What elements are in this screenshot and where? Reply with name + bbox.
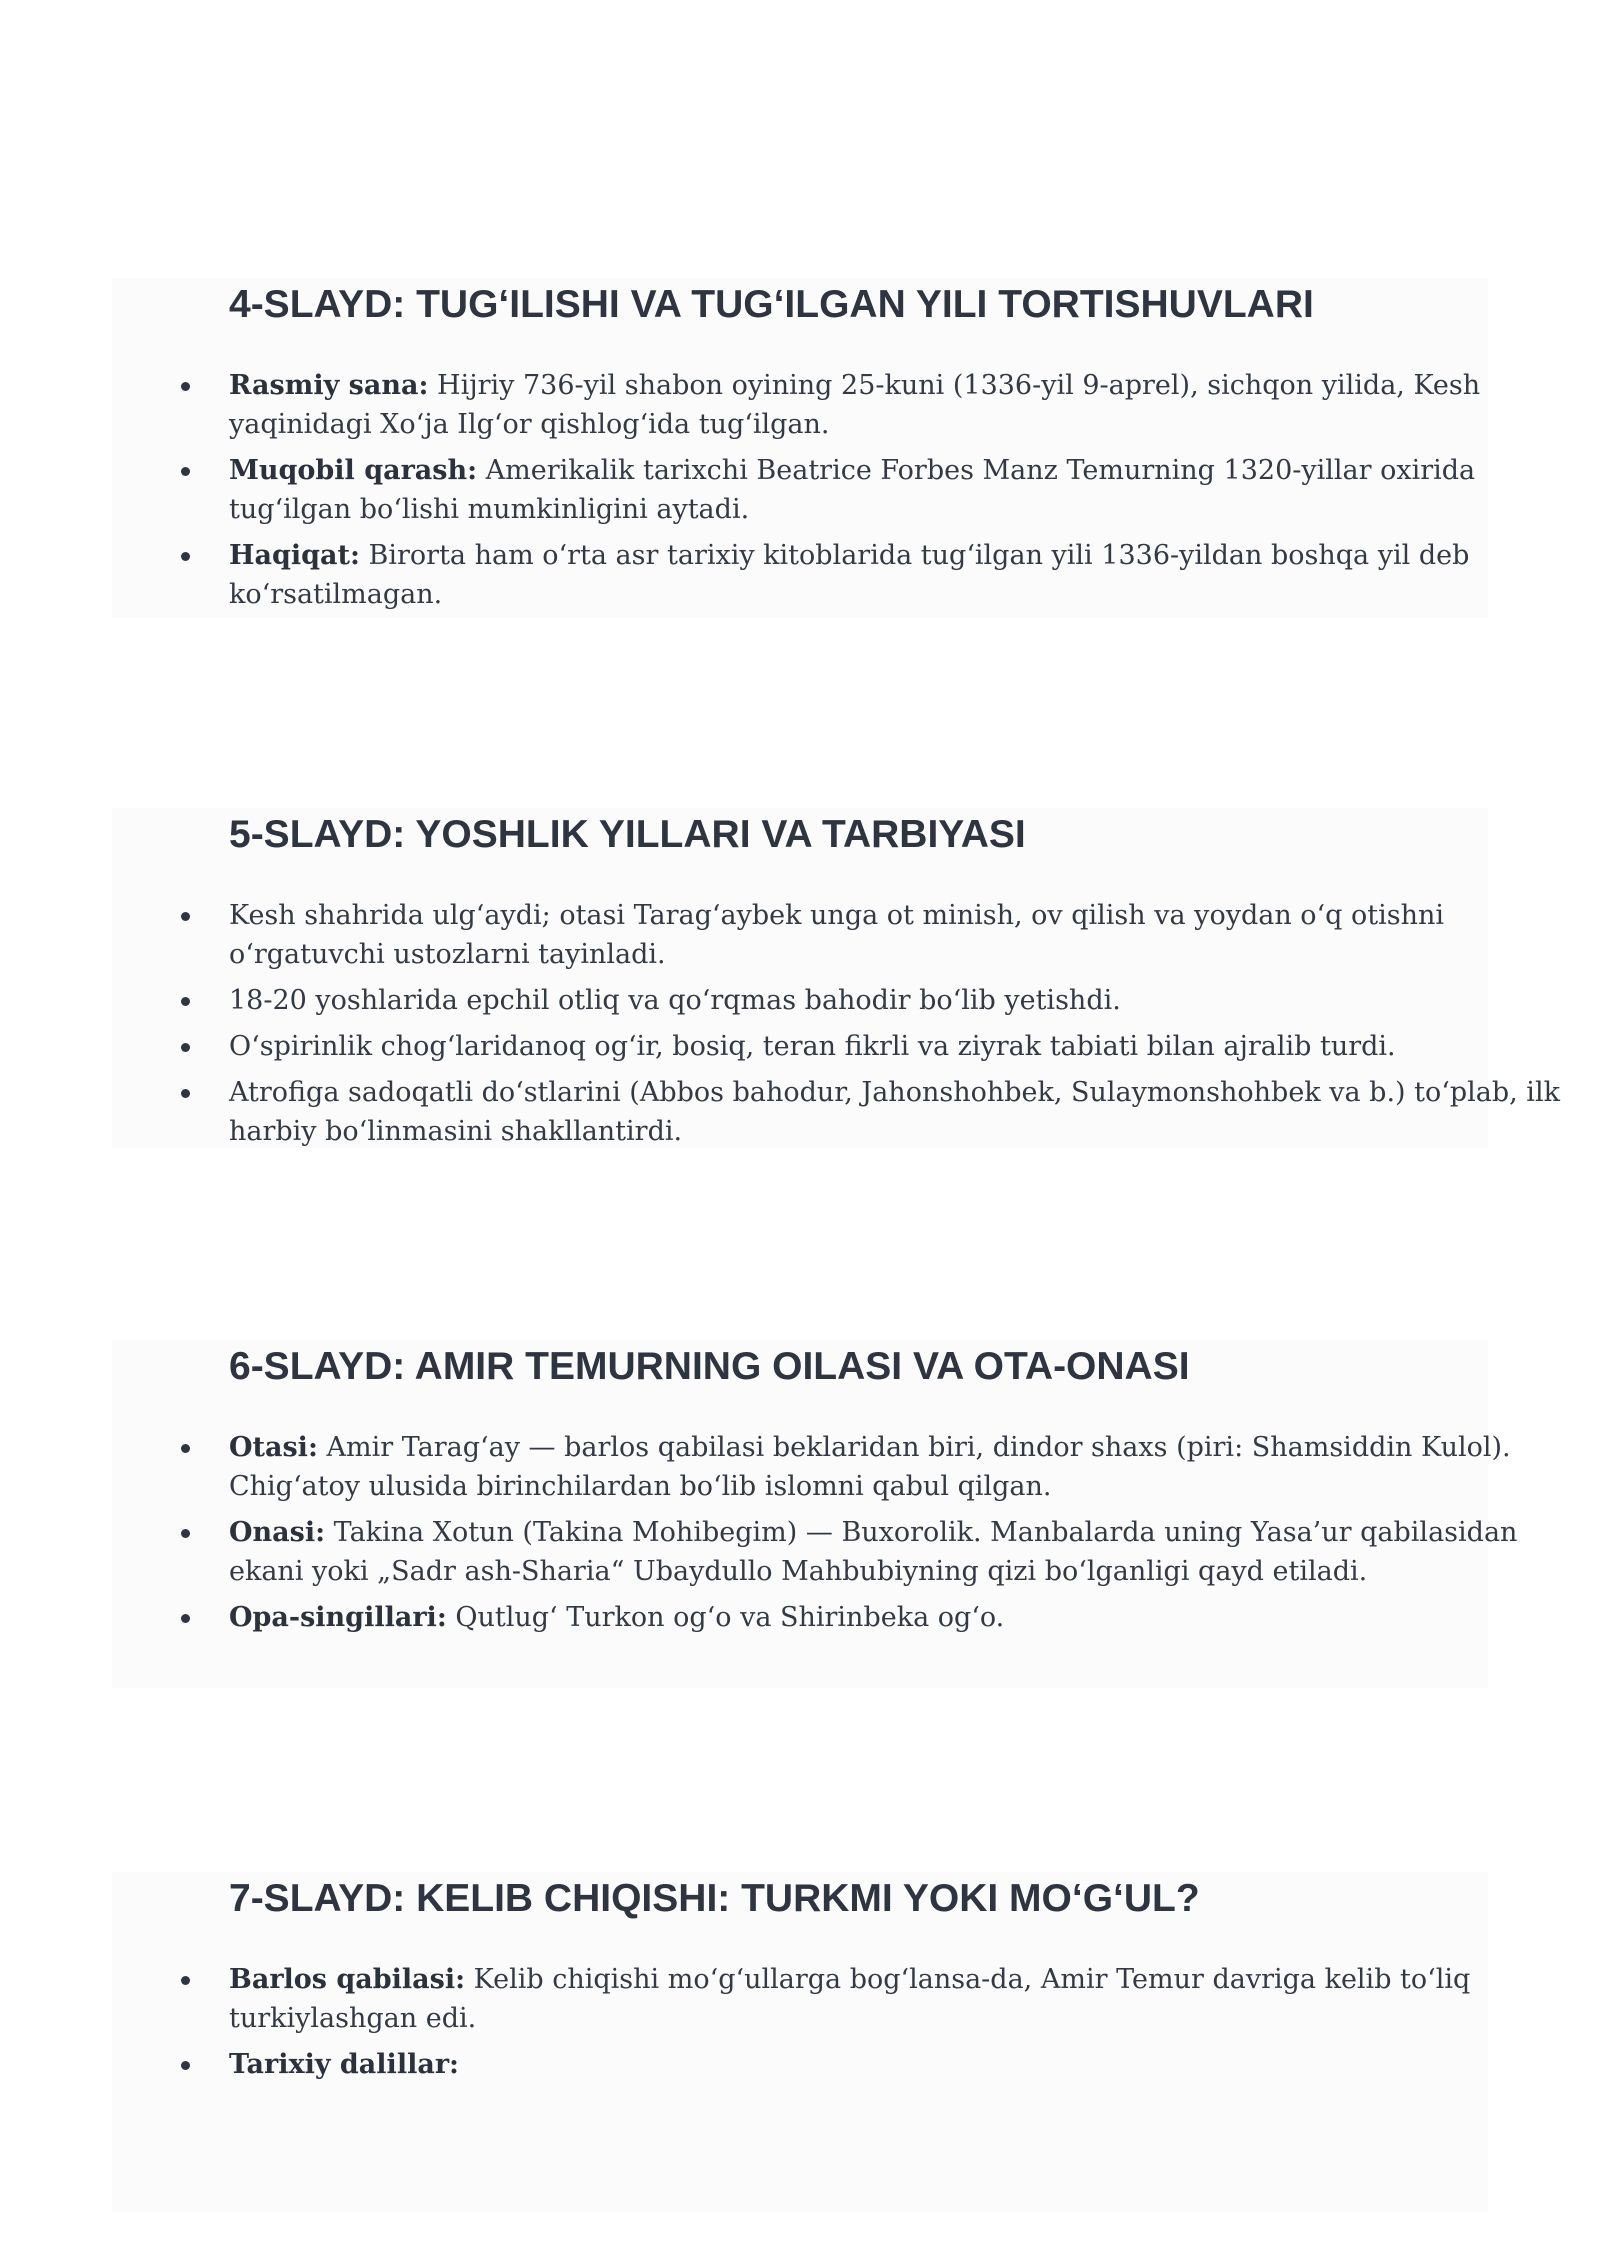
- slide-4-section: [112, 278, 1488, 618]
- slide-6-title: 6-SLAYD: AMIR TEMURNING OILASI VA OTA-ONASI: [229, 1345, 1190, 1388]
- bullet-lead: Otasi:: [229, 1432, 318, 1463]
- slide-7-section: [112, 1872, 1488, 2212]
- bullet-text: Atrofiga sadoqatli do‘stlarini (Abbos bahodur, Jahonshohbek, Sulaymonshohbek va b.) to‘plab, ilk harbiy bo‘linmasini shakllantirdi.: [229, 1077, 1560, 1147]
- slide-4-bullet-list: [229, 366, 1579, 621]
- list-item: [229, 981, 1579, 1020]
- bullet-text: Hijriy 736-yil shabon oyining 25-kuni (1336-yil 9-aprel), sichqon yilida, Kesh yaqinidagi Xo‘ja Ilg‘or qishlog‘ida tug‘ilgan.: [229, 370, 1481, 440]
- list-item: [229, 1513, 1579, 1591]
- bullet-text: Kesh shahrida ulg‘aydi; otasi Tarag‘aybek unga ot minish, ov qilish va yoydan o‘q otishni o‘rgatuvchi ustozlarni tayinladi.: [229, 900, 1445, 970]
- bullet-text: 18-20 yoshlarida epchil otliq va qo‘rqmas bahodir bo‘lib yetishdi.: [229, 985, 1121, 1016]
- list-item: [229, 2045, 1579, 2084]
- bullet-text: Amerikalik tarixchi Beatrice Forbes Manz Temurning 1320-yillar oxirida tug‘ilgan bo‘lishi mumkinligini aytadi.: [229, 455, 1476, 525]
- slide-6-bullet-list: [229, 1428, 1579, 1644]
- bullet-lead: Rasmiy sana:: [229, 370, 429, 401]
- bullet-text: Qutlug‘ Turkon og‘o va Shirinbeka og‘o.: [446, 1602, 1005, 1633]
- bullet-lead: Opa-singillari:: [229, 1602, 447, 1633]
- slide-6-section: [112, 1340, 1518, 1688]
- list-item: [229, 1428, 1579, 1506]
- bullet-lead: Onasi:: [229, 1517, 326, 1548]
- list-item: [229, 1027, 1579, 1066]
- list-item: [229, 1598, 1579, 1637]
- bullet-lead: Muqobil qarash:: [229, 455, 478, 486]
- list-item: [229, 1960, 1579, 2038]
- bullet-text: Kelib chiqishi mo‘g‘ullarga bog‘lansa-da, Amir Temur davriga kelib to‘liq turkiylashgan edi.: [229, 1964, 1471, 2034]
- bullet-text: Takina Xotun (Takina Mohibegim) — Buxorolik. Manbalarda uning Yasa’ur qabilasidan ekani yoki „Sadr ash-Sharia“ Ubaydullo Mahbubiyning qizi bo‘lganligi qayd etiladi.: [229, 1517, 1518, 1587]
- bullet-lead: Barlos qabilasi:: [229, 1964, 466, 1995]
- bullet-text: O‘spirinlik chog‘laridanoq og‘ir, bosiq, teran fikrli va ziyrak tabiati bilan ajralib turdi.: [229, 1031, 1396, 1062]
- slide-5-section: [112, 808, 1560, 1148]
- list-item: [229, 896, 1579, 974]
- slide-7-title: 7-SLAYD: KELIB CHIQISHI: TURKMI YOKI MO‘G‘UL?: [229, 1877, 1200, 1920]
- list-item: [229, 536, 1579, 614]
- slide-4-title: 4-SLAYD: TUG‘ILISHI VA TUG‘ILGAN YILI TORTISHUVLARI: [229, 283, 1314, 326]
- bullet-text: Birorta ham o‘rta asr tarixiy kitoblarida tug‘ilgan yili 1336-yildan boshqa yil deb ko‘rsatilmagan.: [229, 540, 1470, 610]
- list-item: [229, 366, 1579, 444]
- bullet-lead: Haqiqat:: [229, 540, 360, 571]
- slide-5-title: 5-SLAYD: YOSHLIK YILLARI VA TARBIYASI: [229, 813, 1026, 856]
- list-item: [229, 1073, 1579, 1151]
- slide-7-bullet-list: [229, 1960, 1579, 2091]
- bullet-lead: Tarixiy dalillar:: [229, 2049, 460, 2080]
- slide-5-bullet-list: [229, 896, 1579, 1158]
- list-item: [229, 451, 1579, 529]
- bullet-text: Amir Tarag‘ay — barlos qabilasi beklaridan biri, dindor shaxs (piri: Shamsiddin Kulol). Chig‘atoy ulusida birinchilardan bo‘lib islomni qabul qilgan.: [229, 1432, 1511, 1502]
